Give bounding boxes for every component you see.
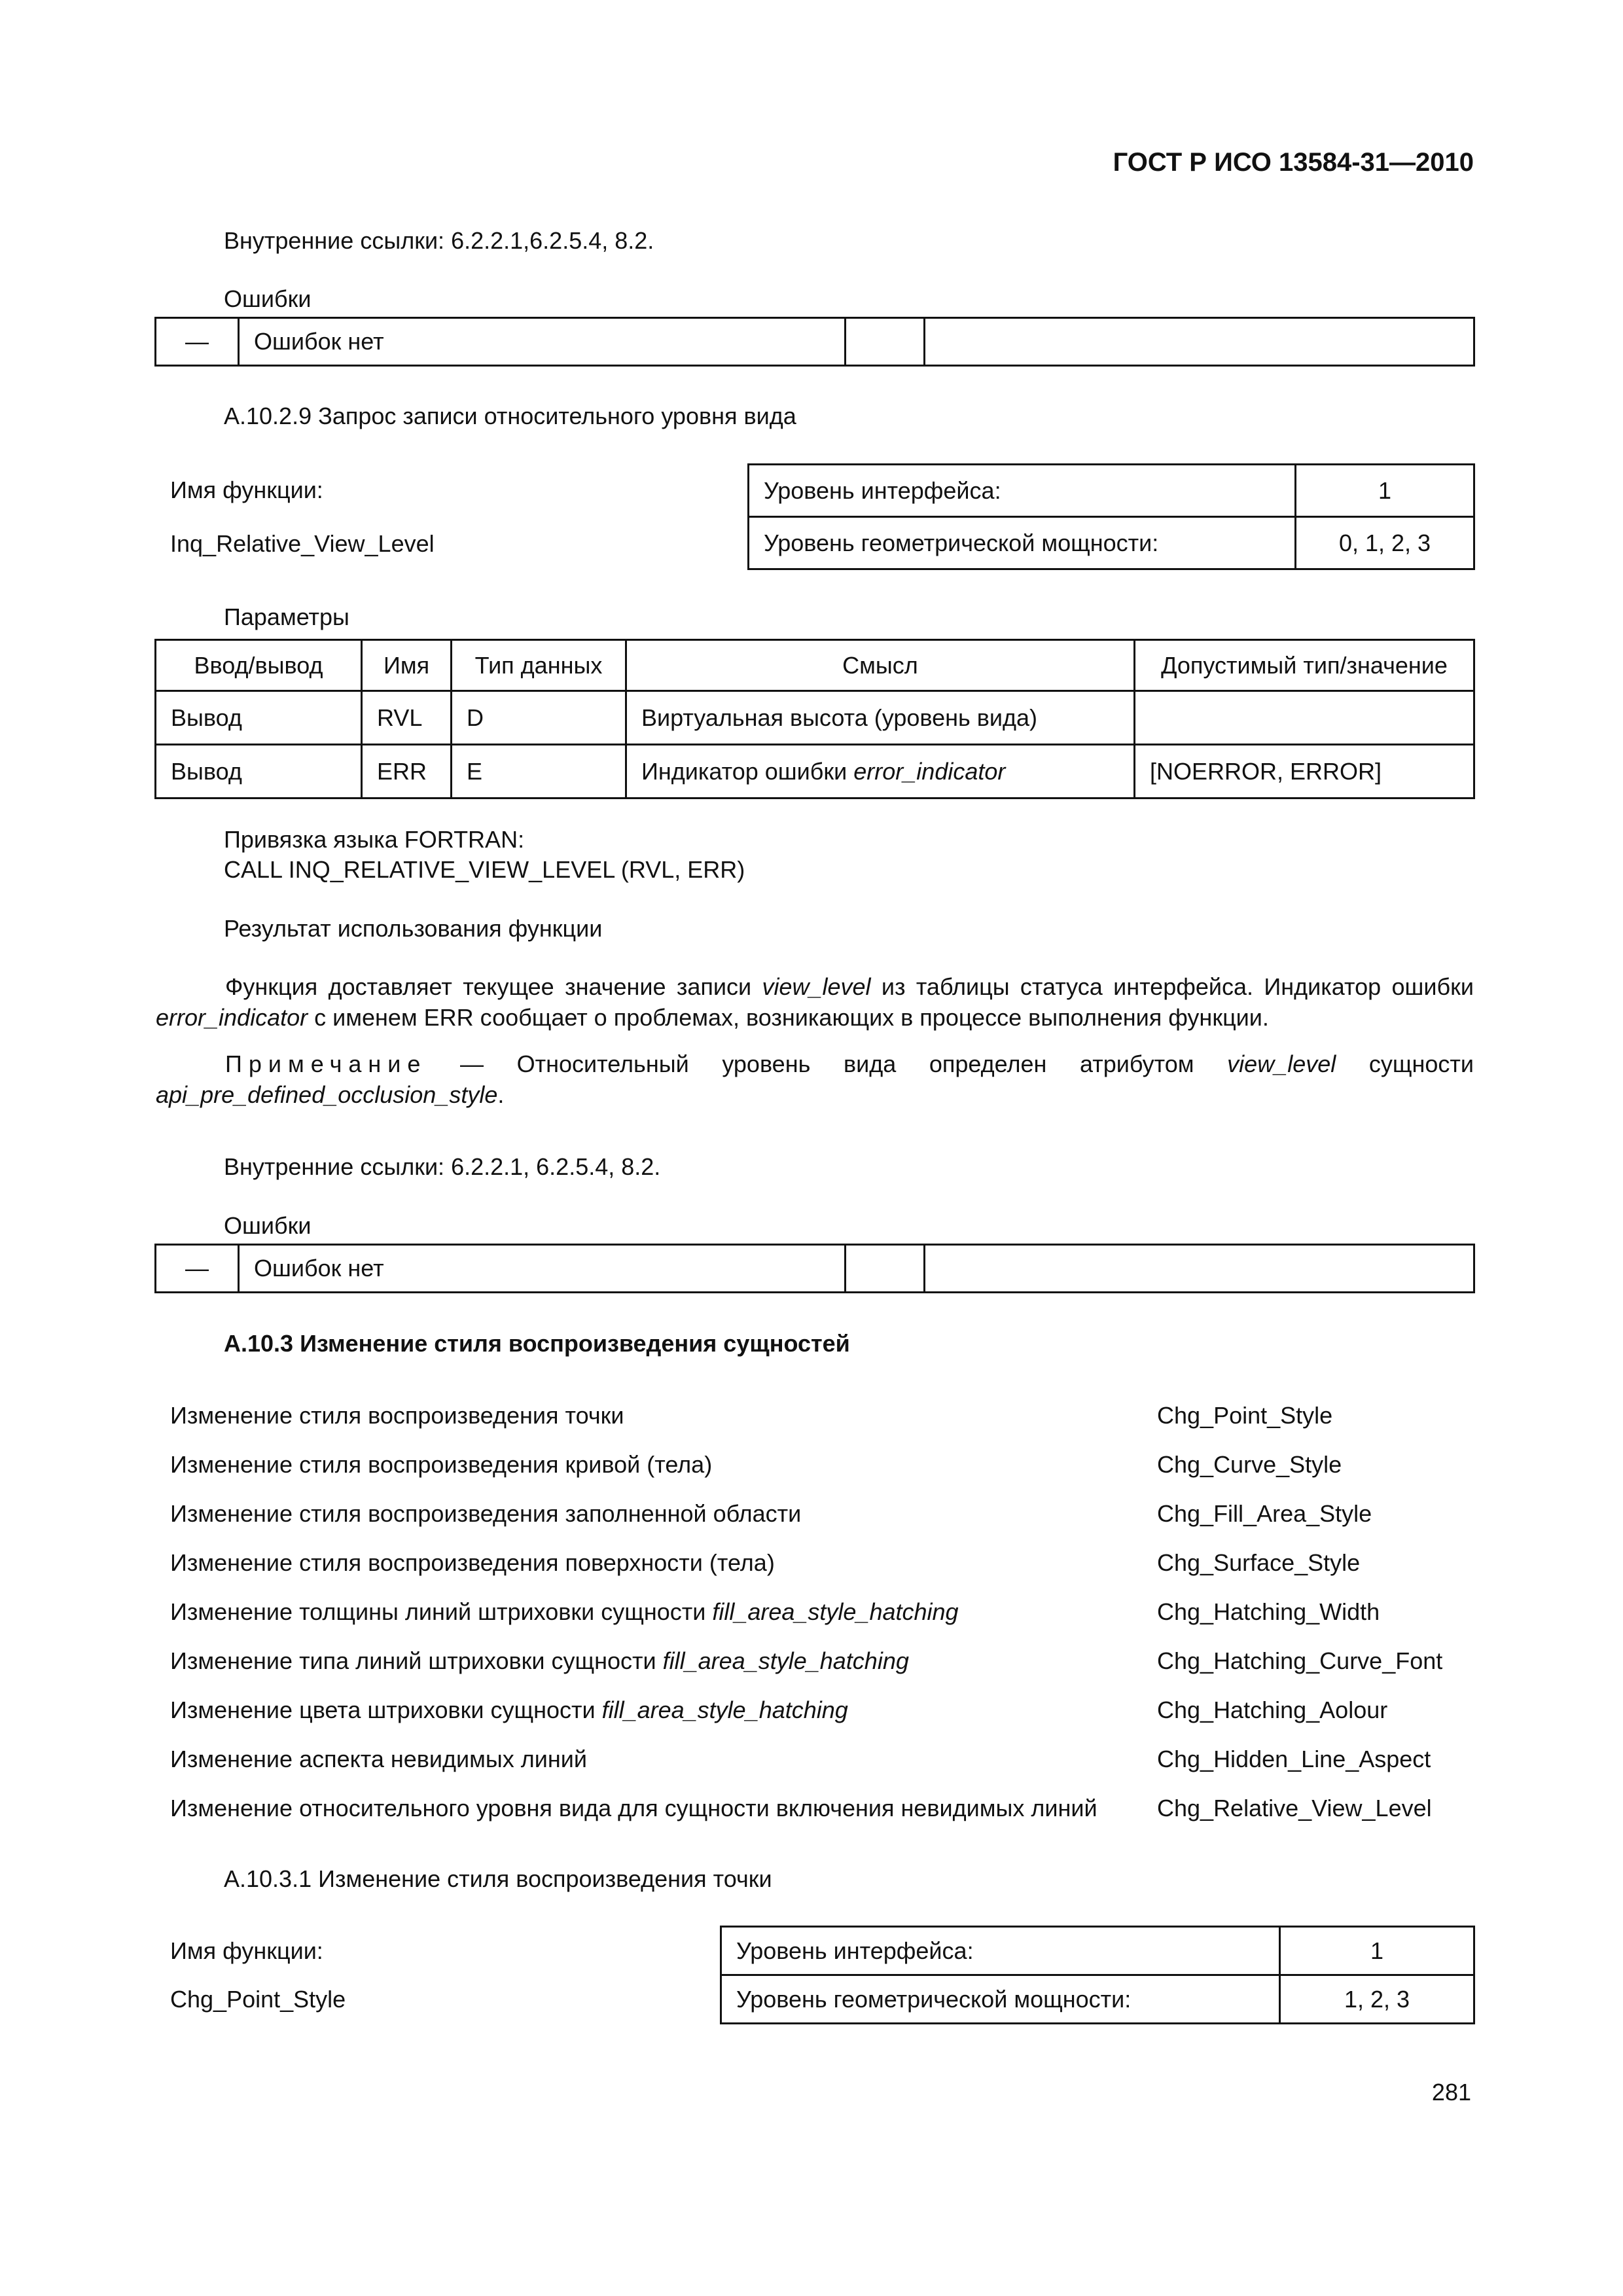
note-label: Примечание — [225, 1050, 427, 1077]
list-item-desc: Изменение стиля воспроизведения кривой (тела) — [170, 1451, 713, 1478]
cell-allowed — [1135, 691, 1474, 745]
levels-table-a1031 — [720, 1926, 1475, 2024]
errors-title-1: Ошибки — [224, 285, 312, 312]
cell-type: D — [452, 691, 626, 745]
fortran-call: CALL INQ_RELATIVE_VIEW_LEVEL (RVL, ERR) — [224, 856, 745, 883]
errors-table-1 — [154, 317, 1475, 367]
function-name-label: Имя функции: — [170, 1937, 323, 1964]
cell-meaning — [626, 745, 1135, 798]
result-paragraph: Функция доставляет текущее значение записи view_level из таблицы статуса интерфейса. Индикатор ошибки error_indicator с именем ERR сообщает о проблемах, возникающих в процессе выполнения функции. — [156, 973, 1474, 1031]
errors-table-2 — [154, 1244, 1475, 1293]
meaning-text: Индикатор ошибки — [641, 757, 854, 785]
list-item-func: Chg_Hatching_Width — [1157, 1598, 1380, 1625]
geometry-level-value: 1, 2, 3 — [1280, 1975, 1474, 2024]
geometry-level-label: Уровень геометрической мощности: — [749, 517, 1296, 569]
col-header-allowed: Допустимый тип/значение — [1135, 640, 1474, 691]
section-title-a103: А.10.3 Изменение стиля воспроизведения сущностей — [224, 1330, 850, 1357]
list-item-desc: Изменение цвета штриховки сущности fill_area_style_hatching — [170, 1696, 848, 1723]
interface-level-label: Уровень интерфейса: — [721, 1927, 1280, 1975]
list-item-desc: Изменение стиля воспроизведения поверхности (тела) — [170, 1549, 775, 1576]
cell-type: E — [452, 745, 626, 798]
section-title-a1029: А.10.2.9 Запрос записи относительного уровня вида — [224, 403, 796, 429]
errors-empty-cell — [846, 1245, 925, 1293]
list-item-func: Chg_Surface_Style — [1157, 1549, 1361, 1576]
list-item-desc: Изменение стиля воспроизведения заполненной области — [170, 1500, 802, 1527]
document-header: ГОСТ Р ИСО 13584-31—2010 — [1113, 148, 1474, 177]
list-item-func: Chg_Curve_Style — [1157, 1451, 1342, 1478]
fortran-title: Привязка языка FORTRAN: — [224, 826, 525, 853]
table-row — [156, 691, 1474, 745]
list-item-func: Chg_Hatching_Aolour — [1157, 1696, 1388, 1723]
errors-title-2: Ошибки — [224, 1212, 312, 1239]
interface-level-value: 1 — [1280, 1927, 1474, 1975]
col-header-io: Ввод/вывод — [156, 640, 362, 691]
list-item-func: Chg_Hatching_Curve_Font — [1157, 1647, 1443, 1674]
errors-empty-cell — [925, 1245, 1474, 1293]
function-name: Chg_Point_Style — [170, 1986, 346, 2013]
cell-allowed: [NOERROR, ERROR] — [1135, 745, 1474, 798]
page-number: 281 — [1431, 2079, 1471, 2106]
list-item-desc: Изменение относительного уровня вида для сущности включения невидимых линий — [170, 1795, 1097, 1821]
errors-text: Ошибок нет — [239, 318, 846, 366]
interface-level-value: 1 — [1296, 465, 1474, 517]
errors-dash: — — [156, 1245, 239, 1293]
list-item-func: Chg_Fill_Area_Style — [1157, 1500, 1372, 1527]
list-item-func: Chg_Hidden_Line_Aspect — [1157, 1746, 1431, 1772]
levels-table-a1029 — [747, 463, 1475, 570]
section-title-a1031: А.10.3.1 Изменение стиля воспроизведения точки — [224, 1865, 772, 1892]
geometry-level-label: Уровень геометрической мощности: — [721, 1975, 1280, 2024]
cell-io: Вывод — [156, 745, 362, 798]
list-item-desc: Изменение стиля воспроизведения точки — [170, 1402, 624, 1429]
interface-level-label: Уровень интерфейса: — [749, 465, 1296, 517]
list-item-func: Chg_Relative_View_Level — [1157, 1795, 1432, 1821]
cell-name: ERR — [362, 745, 452, 798]
list-item-func: Chg_Point_Style — [1157, 1402, 1333, 1429]
params-header-row — [156, 640, 1474, 691]
errors-empty-cell — [846, 318, 925, 366]
internal-refs-2: Внутренние ссылки: 6.2.2.1, 6.2.5.4, 8.2. — [224, 1153, 661, 1180]
cell-meaning: Виртуальная высота (уровень вида) — [626, 691, 1135, 745]
result-title: Результат использования функции — [224, 915, 603, 942]
list-item-desc: Изменение типа линий штриховки сущности fill_area_style_hatching — [170, 1647, 909, 1674]
list-item-desc: Изменение толщины линий штриховки сущности fill_area_style_hatching — [170, 1598, 959, 1625]
function-name: Inq_Relative_View_Level — [170, 530, 435, 557]
internal-refs-1: Внутренние ссылки: 6.2.2.1,6.2.5.4, 8.2. — [224, 227, 654, 254]
params-title: Параметры — [224, 603, 349, 630]
geometry-level-value: 0, 1, 2, 3 — [1296, 517, 1474, 569]
col-header-type: Тип данных — [452, 640, 626, 691]
errors-dash: — — [156, 318, 239, 366]
note-paragraph: Примечание — Относительный уровень вида определен атрибутом view_level сущности api_pre_defined_occlusion_style. — [156, 1050, 1474, 1108]
col-header-meaning: Смысл — [626, 640, 1135, 691]
meaning-italic: error_indicator — [853, 757, 1006, 785]
cell-io: Вывод — [156, 691, 362, 745]
function-name-label: Имя функции: — [170, 476, 323, 503]
table-row — [156, 745, 1474, 798]
col-header-name: Имя — [362, 640, 452, 691]
list-item-desc: Изменение аспекта невидимых линий — [170, 1746, 587, 1772]
errors-empty-cell — [925, 318, 1474, 366]
errors-text: Ошибок нет — [239, 1245, 846, 1293]
cell-name: RVL — [362, 691, 452, 745]
params-table — [154, 639, 1475, 799]
